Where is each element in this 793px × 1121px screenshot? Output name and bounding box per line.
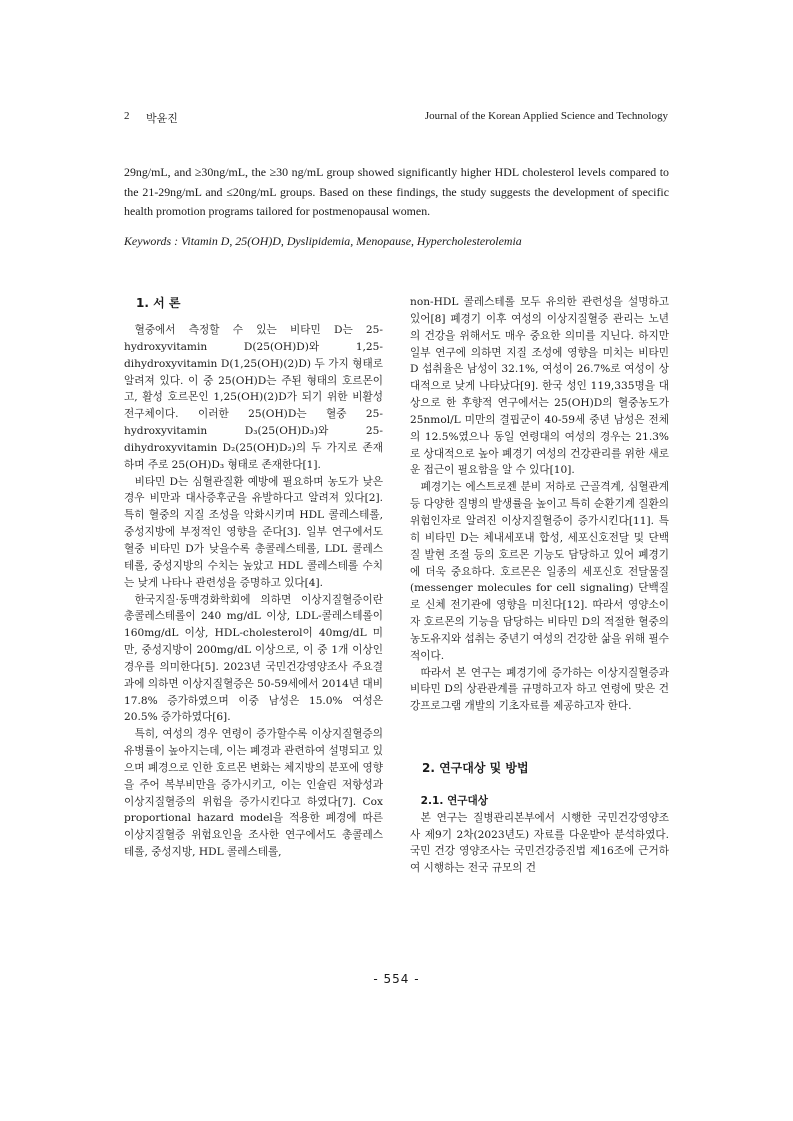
section-1-paragraph: 폐경기는 에스트로젠 분비 저하로 근골격계, 심혈관계 등 다양한 질병의 발생률을 높이고 특히 순환기계 질환의 위험인자로 알려진 이상지질혈증이 증가시킨다[11]. 특히 비타민 D는 체내세포내 합성, 세포신호전달 및 단백질 발현 조절 등의 호르몬 기능도 담당하고 있어 폐경기에 더욱 중요하다. 호르몬은 일종의 세포신호 전달물질(messenger molecules for cell signaling) 단백질로 신체 전기관에 영향을 미친다[12]. 따라서 영양소이자 호르몬의 기능을 담당하는 비타민 D의 적절한 혈중의 농도유지와 섭취는 중년기 여성의 건강한 삶을 위해 필수적이다.: [410, 481, 669, 662]
journal-title: Journal of the Korean Applied Science and Technology: [424, 110, 668, 122]
section-spacer: [410, 777, 669, 793]
left-column: [124, 294, 383, 861]
section-1-paragraph: 따라서 본 연구는 폐경기에 증가하는 이상지질혈증과 비타민 D의 상관관계를 규명하고자 하고 연령에 맞은 건강프로그램 개발의 기초자료를 제공하고자 한다.: [410, 666, 669, 713]
section-spacer: [410, 715, 669, 760]
subsection-2-1-heading: 2.1. 연구대상: [420, 794, 489, 807]
section-1-heading: 1. 서 론: [136, 296, 181, 310]
section-2-heading: 2. 연구대상 및 방법: [422, 761, 529, 776]
section-1-paragraph: 비타민 D는 심혈관질환 예방에 필요하며 농도가 낮은 경우 비만과 대사증후군을 유발하다고 알려져 있다[2]. 특히 혈중의 지질 조성을 악화시키며 HDL 콜레스테롤, 중성지방에 부정적인 영향을 준다[3]. 일부 연구에서도 혈중 비타민 D가 낮을수록 총콜레스테롤, LDL 콜레스테롤, 중성지방의 수치는 높았고 HDL 콜레스테롤 수치는 낮게 나타나 관련성을 증명하고 있다[4].: [124, 475, 383, 589]
keywords-line: Keywords : Vitamin D, 25(OH)D, Dyslipidemia, Menopause, Hypercholesterolemia: [124, 234, 522, 248]
right-column: [410, 294, 669, 877]
author-name: 박윤진: [146, 113, 178, 125]
page-footer-number: - 554 -: [373, 972, 420, 986]
section-1-paragraph: non-HDL 콜레스테롤 모두 유의한 관련성을 설명하고 있어[8] 폐경기 이후 여성의 이상지질혈증 관리는 노년의 건강을 위해서도 매우 중요한 의미를 지닌다. 하지만 일부 연구에 의하면 지질 조성에 영향을 미치는 비타민 D 섭취율은 남성이 32.1%, 여성이 26.7%로 여성이 상대적으로 낮게 나타났다[9]. 한국 성인 119,335명을 대상으로 한 후향적 연구에서는 25(OH)D의 혈중농도가 25nmol/L 미만의 결핍군이 40-59세 중년 남성은 전체의 12.5%였으나 동일 연령대의 여성의 경우는 21.3%로 상대적으로 높아 폐경기 여성의 건강관리를 위한 새로운 접근이 필요함을 알 수 있다[10].: [410, 296, 669, 477]
abstract-text: 29ng/mL, and ≥30ng/mL, the ≥30 ng/mL group showed significantly higher HDL cholesterol levels compared to the 21-29ng/mL and ≤20ng/mL groups. Based on these findings, the study suggests the development of specific health promotion programs tailored for postmenopausal women.: [124, 165, 669, 218]
running-header: [124, 110, 668, 128]
section-1-paragraph: 한국지질·동맥경화학회에 의하면 이상지질혈증이란 총콜레스테롤이 240 mg/dL 이상, LDL-콜레스테롤이 160mg/dL 이상, HDL-cholesterol이 40mg/dL 미만, 중성지방이 200mg/dL 이상으로, 이 중 1개 이상인 경우를 의미한다[5]. 2023년 국민건강영양조사 주요결과에 의하면 이상지질혈증은 50-59세에서 2014년 대비 17.8% 증가하였으며 이중 남성은 15.0% 여성은 20.5% 증가하였다[6].: [124, 593, 383, 724]
page-number: 2: [124, 110, 130, 122]
section-1-paragraph: 특히, 여성의 경우 연령이 증가할수록 이상지질혈증의 유병률이 높아지는데, 이는 폐경과 관련하여 설명되고 있으며 폐경으로 인한 호르몬 변화는 체지방의 분포에 영향을 주어 복부비만을 증가시키고, 이는 인슐린 저항성과 이상지질혈증의 위험을 증가시킨다고 하였다[7]. Cox proportional hazard model을 적용한 폐경에 따른 이상지질혈증 위험요인을 조사한 연구에서도 총콜레스테롤, 중성지방, HDL 콜레스테롤,: [124, 728, 383, 859]
section-2-paragraph: 본 연구는 질병관리본부에서 시행한 국민건강영양조사 제9기 2차(2023년도) 자료를 다운받아 분석하였다. 국민 건강 영양조사는 국민건강증진법 제16조에 근거하여 시행하는 전국 규모의 건: [410, 811, 669, 875]
section-1-paragraph: 혈중에서 측정할 수 있는 비타민 D는 25-hydroxyvitamin D(25(OH)D)와 1,25-dihydroxyvitamin D(1,25(OH)(2)D) 두 가지 형태로 알려져 있다. 이 중 25(OH)D는 주된 형태의 호르몬이고, 활성 호르몬인 1,25(OH)(2)D가 되기 위한 비활성 전구체이다. 이러한 25(OH)D는 혈중 25-hydroxyvitamin D₃(25(OH)D₃)와 25-dihydroxyvitamin D₂(25(OH)D₂)의 두 가지로 존재하며 주로 25(OH)D₃ 형태로 존재한다[1].: [124, 324, 383, 471]
